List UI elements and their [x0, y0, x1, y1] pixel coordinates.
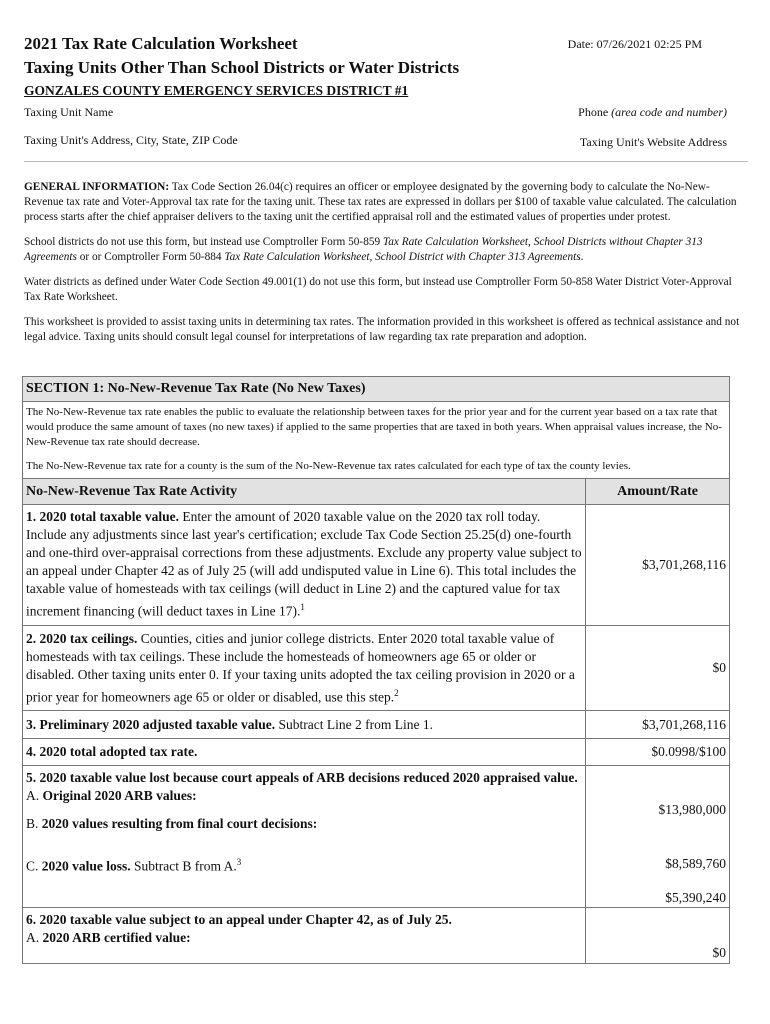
general-paragraph-4: This worksheet is provided to assist taxing units in determining tax rates. The information provided in this worksheet is offered as technical assistance and not legal advice. Taxing units should consult legal counsel for interpretations of law regarding tax rate preparation and adoption. [24, 316, 740, 343]
form-subtitle: Taxing Units Other Than School Districts or Water Districts [24, 58, 460, 77]
line-1-amount: $3,701,268,116 [586, 505, 730, 626]
section-1-table [22, 376, 730, 964]
table-row [23, 739, 730, 766]
activity-column-header: No-New-Revenue Tax Rate Activity [23, 479, 586, 505]
header-divider [24, 161, 748, 162]
line-1-description: 1. 2020 total taxable value. Enter the amount of 2020 taxable value on the 2020 tax roll today. Include any adjustments since last year's certification; exclude Tax Code Section 25.25(d) one-fourth and one-third over-appraisal corrections from these adjustments. Exclude any property value subject to an appeal under Chapter 42 as of July 25 (will add undisputed value in Line 6). This total includes the taxable value of homesteads with tax ceilings (will deduct in Line 2) and the captured value for tax increment financing (will deduct taxes in Line 17).$^1$ [23, 505, 586, 626]
line-4-description: 4. 2020 total adopted tax rate. [23, 739, 586, 766]
general-paragraph-3: Water districts as defined under Water Code Section 49.001(1) do not use this form, but instead use Comptroller Form 50-858 Water District Voter-Approval Tax Rate Worksheet. [24, 276, 732, 303]
line-5b-amount: $8,589,760 [665, 856, 726, 871]
form-date: Date: 07/26/2021 02:25 PM [567, 37, 702, 51]
table-row [23, 711, 730, 739]
general-paragraph-1: GENERAL INFORMATION: Tax Code Section 26.04(c) requires an officer or employee designated by the governing body to calculate the No-New-Revenue tax rate and Voter-Approval tax rate for the taxing unit. These tax rates are expressed in dollars per $100 of taxable value calculated. The calculation process starts after the chief appraiser delivers to the taxing unit the certified appraisal roll and the estimated values of properties under protest. [24, 181, 737, 223]
amount-column-header: Amount/Rate [586, 479, 730, 505]
form-title: 2021 Tax Rate Calculation Worksheet [24, 34, 298, 53]
table-row [23, 505, 730, 626]
line-5-description: 5. 2020 taxable value lost because court appeals of ARB decisions reduced 2020 appraised value. A. Original 2020 ARB values: B. 2020 values resulting from final court decisions: C. 2020 value loss. Subtract B from A.$^3$ [23, 766, 586, 908]
line-2-description: 2. 2020 tax ceilings. Counties, cities and junior college districts. Enter 2020 total taxable value of homesteads with tax ceilings. These include the homesteads of homeowners age 65 or older or disabled. Other taxing units enter 0. If your taxing units adopted the tax ceiling provision in 2020 or a prior year for homeowners age 65 or older or disabled, use this step.$^2$ [23, 625, 586, 711]
table-row [23, 908, 730, 964]
line-5c-amount: $5,390,240 [665, 890, 726, 905]
section-1-intro: The No-New-Revenue tax rate enables the public to evaluate the relationship between taxes for the prior year and for the current year based on a tax rate that would produce the same amount of taxes (no new taxes) if applied to the same properties that are taxed in both years. When appraisal values increase, the No-New-Revenue tax rate should decrease. The No-New-Revenue tax rate for a county is the sum of the No-New-Revenue tax rates calculated for each type of tax the county levies. [23, 402, 730, 479]
table-row [23, 766, 730, 908]
website-label: Taxing Unit's Website Address [579, 135, 727, 149]
taxing-unit-name-label: Taxing Unit Name [24, 105, 114, 119]
line-5-amounts [586, 766, 730, 908]
line-5a-amount: $13,980,000 [658, 802, 726, 817]
line-4-amount: $0.0998/$100 [586, 739, 730, 766]
address-label: Taxing Unit's Address, City, State, ZIP Code [24, 133, 238, 147]
table-row [23, 625, 730, 711]
general-information [24, 180, 744, 345]
line-6-description: 6. 2020 taxable value subject to an appeal under Chapter 42, as of July 25. A. 2020 ARB certified value: [23, 908, 586, 964]
district-name: GONZALES COUNTY EMERGENCY SERVICES DISTRICT #1 [24, 83, 409, 98]
section-1-title: SECTION 1: No-New-Revenue Tax Rate (No New Taxes) [23, 377, 730, 402]
general-paragraph-2: School districts do not use this form, but instead use Comptroller Form 50-859 Tax Rate Calculation Worksheet, School Districts without Chapter 313 Agreements or or Comptroller Form 50-884 Tax Rate Calculation Worksheet, School District with Chapter 313 Agreements. [24, 236, 703, 263]
line-3-description: 3. Preliminary 2020 adjusted taxable value. Subtract Line 2 from Line 1. [23, 711, 586, 739]
phone-hint: (area code and number) [611, 105, 727, 119]
line-3-amount: $3,701,268,116 [586, 711, 730, 739]
phone-label: Phone (area code and number) [578, 105, 727, 119]
line-2-amount: $0 [586, 625, 730, 711]
line-6a-amount: $0 [586, 908, 730, 964]
